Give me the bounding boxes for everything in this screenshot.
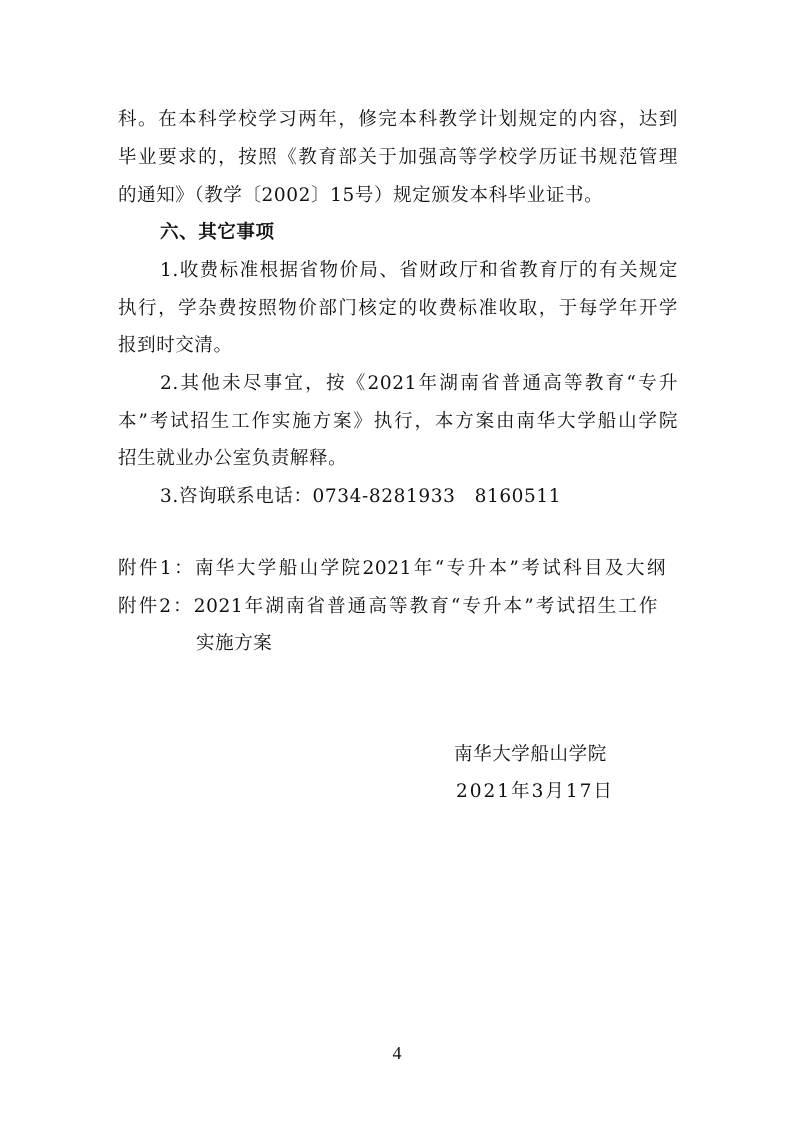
section-heading: 六、其它事项 xyxy=(160,222,275,243)
list-item-line: 2.其他未尽事宜，按《2021年湖南省普通高等教育“专升 xyxy=(160,373,678,394)
list-item-line: 招生就业办公室负责解释。 xyxy=(118,448,348,469)
list-item-line: 1.收费标准根据省物价局、省财政厅和省教育厅的有关规定 xyxy=(160,260,678,281)
signature-date: 2021年3月17日 xyxy=(456,781,614,802)
paragraph-line: 的通知》（教学〔2002〕15号）规定颁发本科毕业证书。 xyxy=(118,185,604,206)
contact-phone: 3.咨询联系电话：0734-8281933 8160511 xyxy=(160,486,562,507)
attachment-2: 附件2：2021年湖南省普通高等教育“专升本”考试招生工作 xyxy=(118,596,658,617)
list-item-line: 报到时交清。 xyxy=(118,335,233,356)
paragraph-line: 毕业要求的，按照《教育部关于加强高等学校学历证书规范管理 xyxy=(118,147,678,168)
paragraph-line: 科。在本科学校学习两年，修完本科教学计划规定的内容，达到 xyxy=(118,109,678,130)
attachment-2-continuation: 实施方案 xyxy=(196,633,273,654)
signature-organization: 南华大学船山学院 xyxy=(454,744,607,765)
attachment-1: 附件1：南华大学船山学院2021年“专升本”考试科目及大纲 xyxy=(118,558,666,579)
list-item-line: 本”考试招生工作实施方案》执行，本方案由南华大学船山学院 xyxy=(118,411,678,432)
list-item-line: 执行，学杂费按照物价部门核定的收费标准收取，于每学年开学 xyxy=(118,298,678,319)
page-number: 4 xyxy=(392,1043,402,1063)
